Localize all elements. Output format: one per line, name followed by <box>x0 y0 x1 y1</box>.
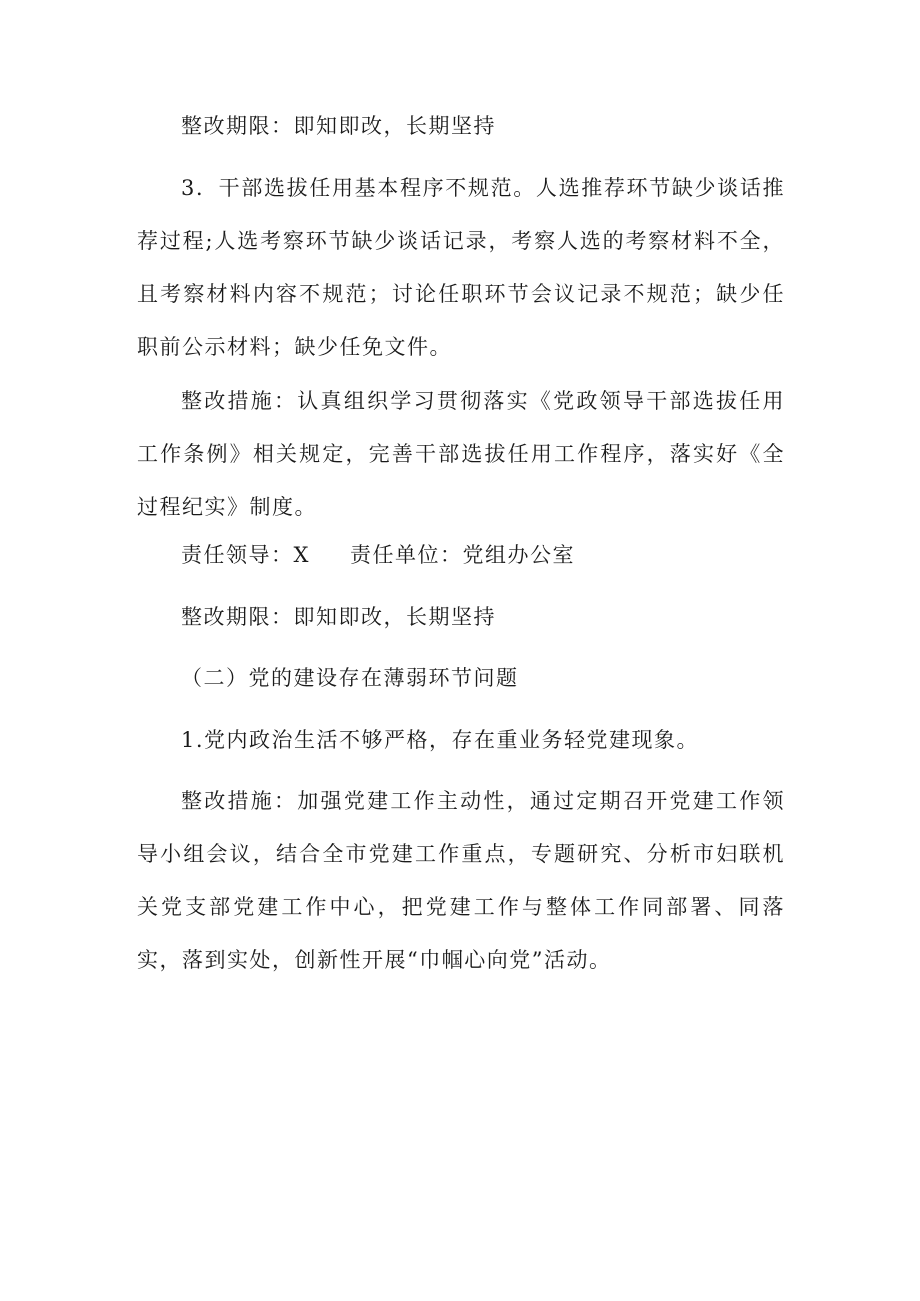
section-heading-party-building: （二）党的建设存在薄弱环节问题 <box>181 666 519 690</box>
responsible-leader: 责任领导：X <box>181 543 310 567</box>
issue-3-cadre-selection: 3．干部选拔任用基本程序不规范。人选推荐环节缺少谈话推荐过程;人选考察环节缺少谈话记录，考察人选的考察材料不全，且考察材料内容不规范；讨论任职环节会议记录不规范；缺少任职前公示材料；缺少任免文件。 <box>137 176 785 359</box>
issue-1-party-life: 1.党内政治生活不够严格，存在重业务轻党建现象。 <box>181 728 700 752</box>
rectification-deadline-2: 整改期限：即知即改，长期坚持 <box>181 605 496 629</box>
rectification-deadline-1: 整改期限：即知即改，长期坚持 <box>181 114 496 138</box>
rectification-measures-1: 整改措施：认真组织学习贯彻落实《党政领导干部选拔任用工作条例》相关规定，完善干部选拔任用工作程序，落实好《全过程纪实》制度。 <box>137 389 785 519</box>
responsible-unit: 责任单位：党组办公室 <box>349 543 575 567</box>
responsibility-line <box>137 529 785 582</box>
rectification-measures-2: 整改措施：加强党建工作主动性，通过定期召开党建工作领导小组会议，结合全市党建工作重点，专题研究、分析市妇联机关党支部党建工作中心，把党建工作与整体工作同部署、同落实，落到实处，创新性开展“巾帼心向党”活动。 <box>137 789 785 972</box>
